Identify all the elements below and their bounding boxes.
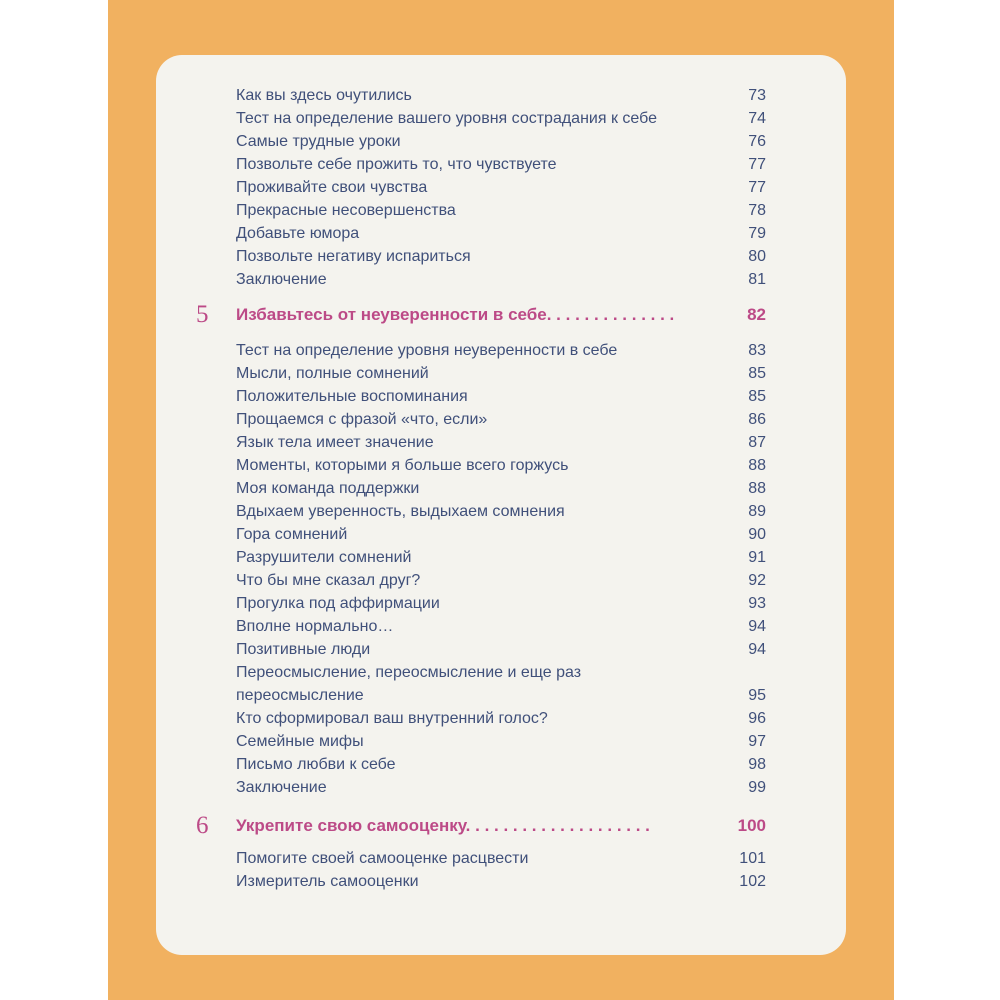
toc-entry-page: 85	[748, 388, 766, 405]
toc-entry-page: 76	[748, 133, 766, 150]
toc-entry-title: Моя команда поддержки	[236, 480, 420, 497]
toc-entry	[236, 546, 766, 569]
chapter-page: 100	[737, 816, 766, 835]
toc-entry	[236, 362, 766, 385]
toc-entry	[236, 477, 766, 500]
toc-entry	[236, 107, 766, 130]
toc-entry-title: Письмо любви к себе	[236, 756, 396, 773]
toc-entry	[236, 84, 766, 107]
toc-entry	[236, 408, 766, 431]
chapter-number: 6	[196, 812, 209, 839]
toc-entry-page: 88	[748, 480, 766, 497]
toc-entry-page: 101	[739, 850, 766, 867]
toc-entry-title: Разрушители сомнений	[236, 549, 412, 566]
toc-entry-title: Тест на определение вашего уровня сострадания к себе	[236, 110, 657, 127]
toc-entry-title: Прогулка под аффирмации	[236, 595, 440, 612]
toc-entry	[236, 753, 766, 776]
toc-entry	[236, 638, 766, 661]
toc-entry	[236, 245, 766, 268]
toc-entry-title: Что бы мне сказал друг?	[236, 572, 421, 589]
toc-entry	[236, 730, 766, 753]
chapter-heading-6	[196, 811, 766, 841]
toc-entry-title: Прощаемся с фразой «что, если»	[236, 411, 488, 428]
toc-entry-page: 97	[748, 733, 766, 750]
toc-entry-title: Позвольте себе прожить то, что чувствуете	[236, 156, 557, 173]
chapter-page: 82	[747, 305, 766, 324]
toc-entry	[236, 454, 766, 477]
toc-entry-title: Язык тела имеет значение	[236, 434, 434, 451]
toc-entry-page: 102	[739, 873, 766, 890]
chapter-number: 5	[196, 301, 209, 328]
toc-entry-page: 77	[748, 179, 766, 196]
toc-entry	[236, 431, 766, 454]
toc-entry-title: Добавьте юмора	[236, 225, 360, 242]
chapter-title: Укрепите свою самооценку. . . . . . . . . . . . . . . . . . . .	[236, 816, 650, 835]
toc-entry-title: Проживайте свои чувства	[236, 179, 428, 196]
toc-entry-page: 74	[748, 110, 766, 127]
toc-entry	[236, 199, 766, 222]
toc-entry-title: Положительные воспоминания	[236, 388, 468, 405]
toc-entry	[236, 385, 766, 408]
toc-entry	[236, 661, 766, 684]
toc-entry	[236, 592, 766, 615]
toc-entry-title: Семейные мифы	[236, 733, 364, 750]
toc-entry	[236, 870, 766, 893]
toc-entry	[236, 776, 766, 799]
toc-entry	[236, 176, 766, 199]
toc-entry-page: 95	[748, 687, 766, 704]
toc-entry-page: 86	[748, 411, 766, 428]
toc-entry-page: 94	[748, 641, 766, 658]
toc-entry-page: 81	[748, 271, 766, 288]
toc-entry-title: Позитивные люди	[236, 641, 371, 658]
toc-entry-title: Позвольте негативу испариться	[236, 248, 471, 265]
toc-entry-title: переосмысление	[236, 687, 364, 704]
toc-entry-title: Помогите своей самооценке расцвести	[236, 850, 529, 867]
toc-entry	[236, 569, 766, 592]
toc-entry	[236, 130, 766, 153]
toc-entry-page: 88	[748, 457, 766, 474]
toc-entry-page: 93	[748, 595, 766, 612]
toc-entry-title: Вполне нормально…	[236, 618, 394, 635]
toc-entry-page: 79	[748, 225, 766, 242]
toc-entry	[236, 222, 766, 245]
toc-entry	[236, 153, 766, 176]
toc-entry-page: 73	[748, 87, 766, 104]
toc-entry-page: 80	[748, 248, 766, 265]
toc-entry-page: 85	[748, 365, 766, 382]
toc-entry-title: Кто сформировал ваш внутренний голос?	[236, 710, 548, 727]
toc-entry-title: Как вы здесь очутились	[236, 87, 412, 104]
toc-entry-page: 92	[748, 572, 766, 589]
toc-entry-page: 98	[748, 756, 766, 773]
toc-entry-title: Вдыхаем уверенность, выдыхаем сомнения	[236, 503, 565, 520]
toc-entry-page: 90	[748, 526, 766, 543]
toc-entry-page: 99	[748, 779, 766, 796]
toc-entry-page: 83	[748, 342, 766, 359]
toc-entry-title: Гора сомнений	[236, 526, 348, 543]
toc-entry	[236, 523, 766, 546]
toc-entry-page: 87	[748, 434, 766, 451]
toc-entry-title: Тест на определение уровня неуверенности в себе	[236, 342, 618, 359]
toc-entry-page: 94	[748, 618, 766, 635]
toc-entry	[236, 615, 766, 638]
toc-entry	[236, 268, 766, 291]
toc-entry-title: Самые трудные уроки	[236, 133, 401, 150]
toc-entry	[236, 847, 766, 870]
toc-entry	[236, 707, 766, 730]
toc-entry-title: Заключение	[236, 779, 327, 796]
toc-entry-title: Измеритель самооценки	[236, 873, 419, 890]
toc-entry	[236, 339, 766, 362]
toc-entry	[236, 500, 766, 523]
toc-entry-title: Прекрасные несовершенства	[236, 202, 456, 219]
toc-entry-title: Переосмысление, переосмысление и еще раз	[236, 664, 582, 681]
toc-entry-page: 89	[748, 503, 766, 520]
toc-entry-title: Мысли, полные сомнений	[236, 365, 429, 382]
chapter-title: Избавьтесь от неуверенности в себе. . . . . . . . . . . . . .	[236, 305, 675, 324]
toc-entry	[236, 684, 766, 707]
toc-entry-page: 77	[748, 156, 766, 173]
toc-entry-title: Моменты, которыми я больше всего горжусь	[236, 457, 569, 474]
chapter-heading-5	[196, 300, 766, 330]
toc-entry-page: 96	[748, 710, 766, 727]
toc-entry-title: Заключение	[236, 271, 327, 288]
toc-entry-page: 91	[748, 549, 766, 566]
toc-entry-page: 78	[748, 202, 766, 219]
